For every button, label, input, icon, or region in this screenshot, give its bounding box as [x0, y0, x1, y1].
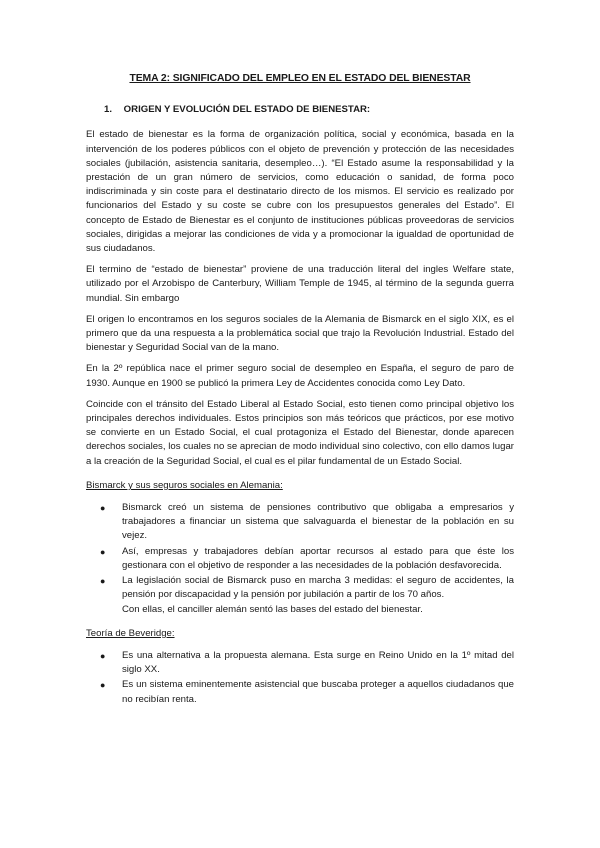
- paragraph-welfare-term: El termino de “estado de bienestar” proviene de una traducción literal del ingles Welfare state, utilizado por el Arzobispo de Canterbury, William Temple de 1945, al término de la segunda guerra mundial. Sin embargo: [86, 264, 514, 304]
- list-item: [86, 678, 514, 706]
- document-title: TEMA 2: SIGNIFICADO DEL EMPLEO EN EL ESTADO DEL BIENESTAR: [129, 73, 471, 84]
- paragraph-social-state: Coincide con el tránsito del Estado Liberal al Estado Social, esto tienen como principal objetivo los principales derechos individuales. Estos principios son más teóricos que prácticos, por ese motivo se convierte en un Estado Social, el cual protagoniza el Estado del Bienestar, donde aparecen derechos sociales, los cuales no se aprecian de modo individual sino colectivo, con ello damos lugar a la creación de la Seguridad Social, el cual es el pilar fundamental de un Estado Social.: [86, 398, 514, 467]
- list-item: [86, 649, 514, 677]
- list-item-text: Así, empresas y trabajadores debían aportar recursos al estado para que éste los gestionara con el objetivo de responder a las necesidades de la población desfavorecida.: [122, 545, 514, 571]
- bullet-icon: ●: [100, 503, 106, 514]
- bullet-icon: ●: [100, 576, 106, 587]
- list-item-text: Es una alternativa a la propuesta alemana. Esta surge en Reino Unido en la 1º mitad del siglo XX.: [122, 649, 514, 676]
- list-item: [86, 501, 514, 544]
- list-item-continuation: Con ellas, el canciller alemán sentó las bases del estado del bienestar.: [122, 603, 423, 615]
- list-item: [86, 574, 514, 617]
- beveridge-heading: Teoría de Beveridge:: [86, 627, 175, 639]
- bullet-icon: ●: [100, 546, 106, 557]
- list-item-text: Es un sistema eminentemente asistencial que buscaba proteger a aquellos ciudadanos que no recibían renta.: [122, 679, 514, 705]
- bismarck-list: [86, 501, 514, 617]
- list-item-text: Bismarck creó un sistema de pensiones contributivo que obligaba a empresarios y trabajadores a financiar un sistema que salvaguarda el bienestar de la población en su vejez.: [122, 502, 514, 542]
- paragraph-definition: El estado de bienestar es la forma de organización política, social y económica, basada en la intervención de los poderes públicos con el objeto de prevención y protección de las necesidades sociales (jubilación, asistencia sanitaria, desempleo…). “El Estado asume la responsabilidad y la prestación de un gran número de servicios, como educación o sanidad, de forma poco indiscriminada y sin coste para el destinatario directo de los mismos. El servicio es realizado por funcionarios del Estado y su coste se cubre con los presupuestos generales del Estado”. El concepto de Estado de Bienestar es el conjunto de instituciones públicas proveedoras de servicios sociales, dirigidas a mejorar las condiciones de vida y a promocionar la igualdad de oportunidad de sus ciudadanos.: [86, 129, 514, 255]
- bismarck-heading: Bismarck y sus seguros sociales en Alemania:: [86, 479, 283, 491]
- list-item-text: La legislación social de Bismarck puso en marcha 3 medidas: el seguro de accidentes, la pensión por discapacidad y la pensión por jubilación a partir de los 70 años.: [122, 575, 514, 601]
- section-heading: [104, 103, 514, 117]
- paragraph-spain: En la 2º república nace el primer seguro social de desempleo en España, el seguro de paro de 1930. Aunque en 1900 se publicó la primera Ley de Accidentes conocida como Ley Dato.: [86, 363, 514, 389]
- beveridge-list: [86, 649, 514, 707]
- bullet-icon: ●: [100, 650, 106, 661]
- section-title: ORIGEN Y EVOLUCIÓN DEL ESTADO DE BIENESTAR:: [123, 104, 371, 116]
- bullet-icon: ●: [100, 680, 106, 691]
- section-number: 1.: [104, 104, 113, 116]
- paragraph-origin: El origen lo encontramos en los seguros sociales de la Alemania de Bismarck en el siglo XIX, es el primero que da una respuesta a la problemática social que trajo la Revolución Industrial. Estado del bienestar y Seguridad Social van de la mano.: [86, 313, 514, 354]
- list-item: [86, 545, 514, 573]
